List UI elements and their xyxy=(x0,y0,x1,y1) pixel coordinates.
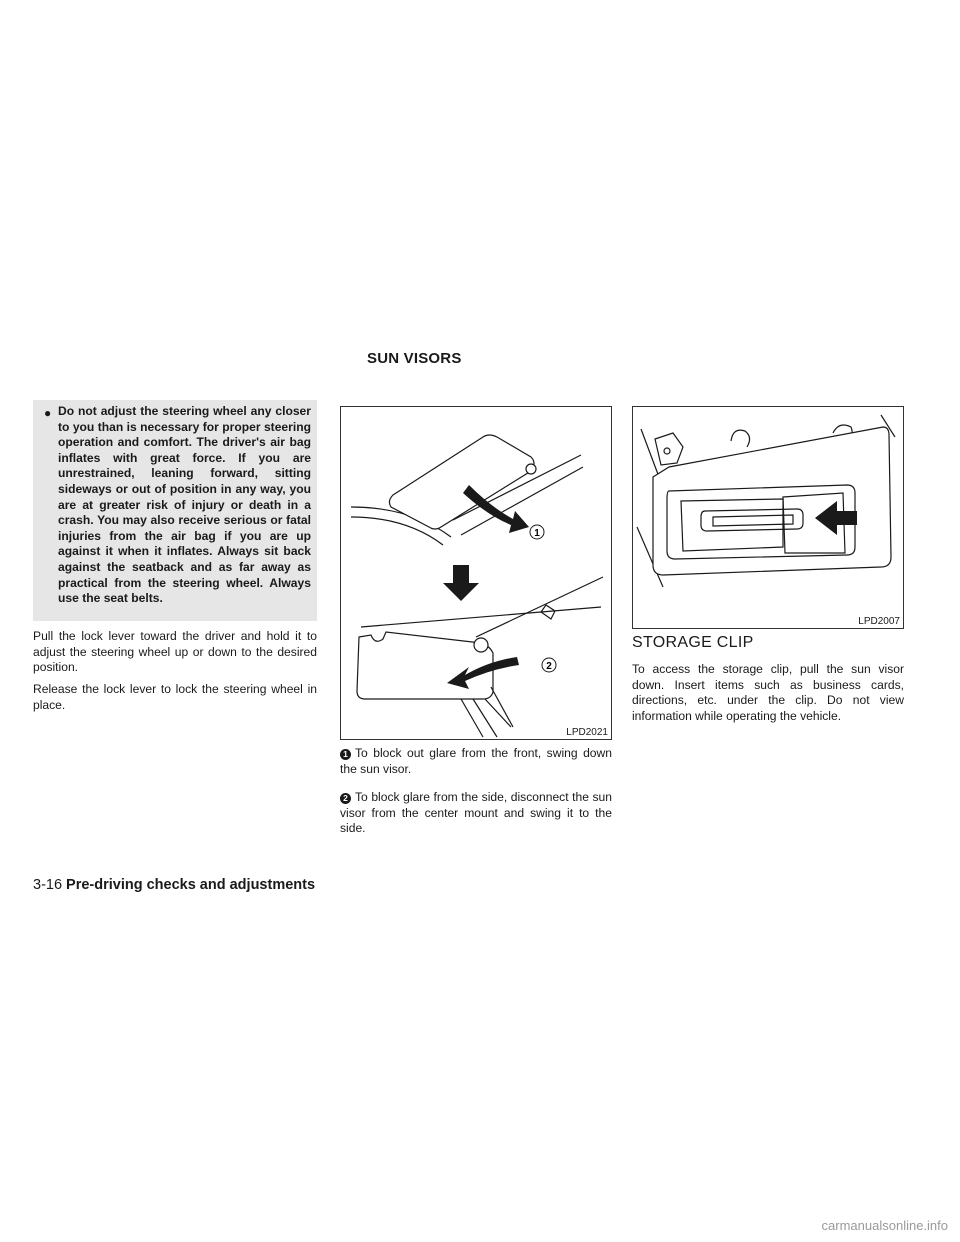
figure-code: LPD2021 xyxy=(566,727,608,738)
callout-number: 2 xyxy=(340,793,351,804)
page-footer xyxy=(33,877,315,893)
section-title: SUN VISORS xyxy=(367,350,462,367)
storage-clip-paragraph: To access the storage clip, pull the sun visor down. Insert items such as business cards, directions, etc. under the clip. Do not view information while operating the vehicle. xyxy=(632,662,904,723)
caption-text: To block out glare from the front, swing down the sun visor. xyxy=(340,746,612,776)
caption-text: To block glare from the side, disconnect the sun visor from the center mount and swing it to the side. xyxy=(340,790,612,836)
chapter-title: Pre-driving checks and adjustments xyxy=(66,877,316,893)
callout-1-label: 1 xyxy=(534,528,540,539)
storage-clip-figure xyxy=(632,406,904,629)
paragraph-lock-lever: Pull the lock lever toward the driver and hold it to adjust the steering wheel up or down to the desired position. xyxy=(33,629,317,675)
caption-2 xyxy=(340,790,612,837)
sun-visor-swing-illustration xyxy=(341,407,611,739)
page-number: 3-16 xyxy=(33,877,63,893)
bullet: ● xyxy=(44,406,52,420)
callout-2-label: 2 xyxy=(546,661,552,672)
paragraph-release-lever: Release the lock lever to lock the steering wheel in place. xyxy=(33,682,317,712)
storage-clip-heading: STORAGE CLIP xyxy=(632,634,754,651)
warning-box xyxy=(33,400,317,621)
figure-code: LPD2007 xyxy=(858,616,900,627)
arrow-down-icon xyxy=(443,565,479,601)
callout-number: 1 xyxy=(340,749,351,760)
watermark: carmanualsonline.info xyxy=(821,1218,948,1233)
sun-visor-swing-figure xyxy=(340,406,612,740)
warning-text: Do not adjust the steering wheel any closer to you than is necessary for proper steering operation and comfort. The driver's air bag inflates with great force. If you are unrestrained, leaning forward, sitting sideways or out of position in any way, you are at greater risk of injury or death in a crash. You may also receive serious or fatal injuries from the air bag if you are up against it when it inflates. Always sit back against the seatback and as far away as practical from the steering wheel. Always use the seat belts. xyxy=(58,404,311,606)
storage-clip-illustration xyxy=(633,407,903,628)
caption-1 xyxy=(340,746,612,777)
